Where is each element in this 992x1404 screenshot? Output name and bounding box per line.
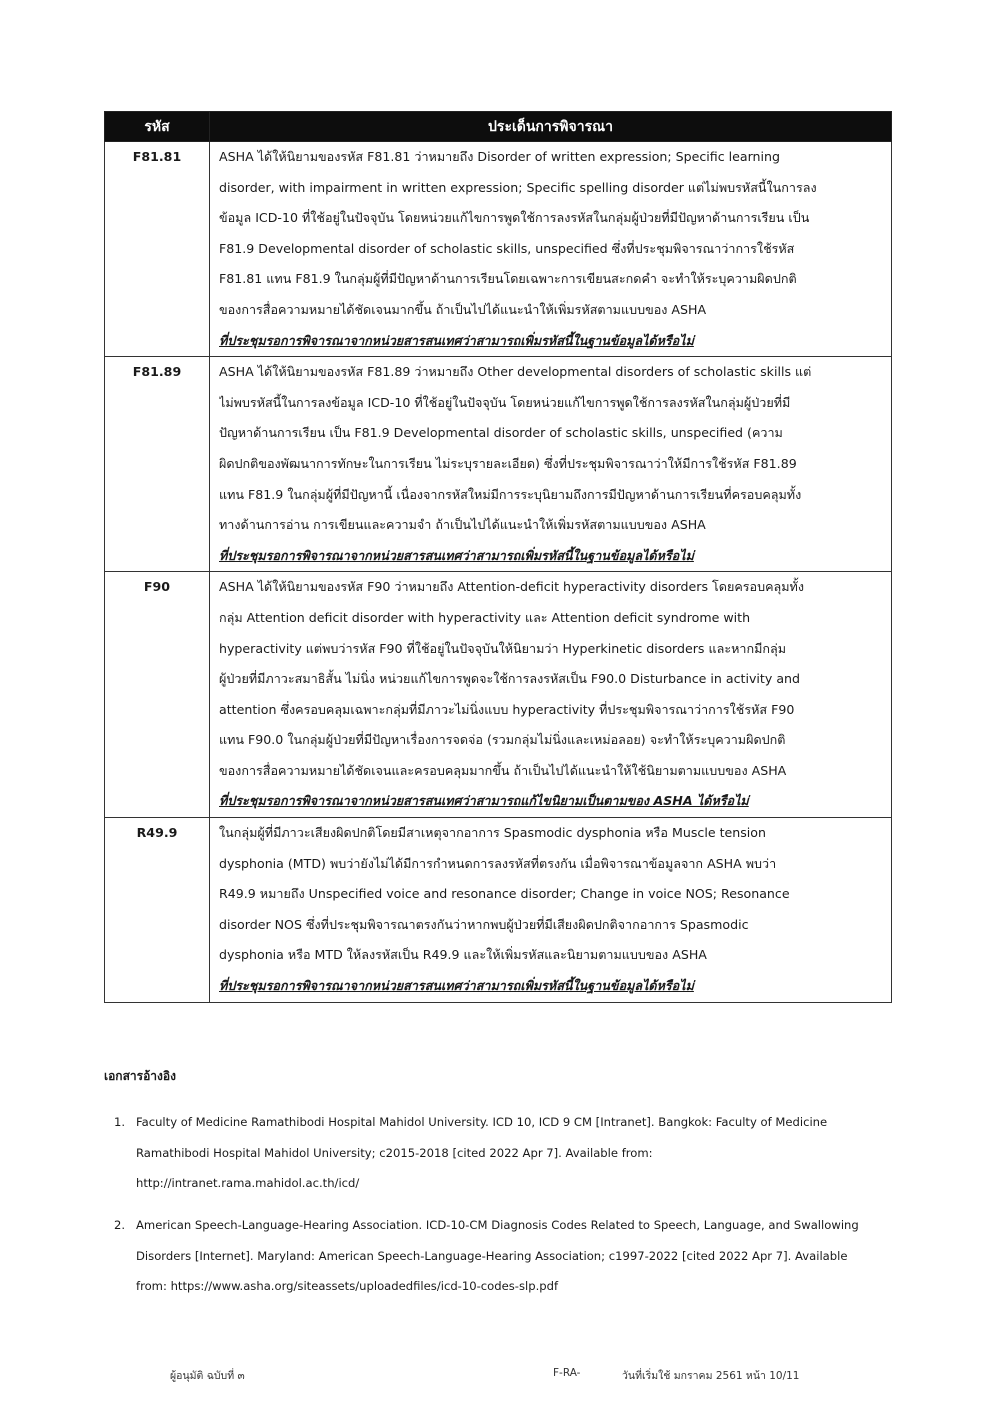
description-line: ปัญหาด้านการเรียน เป็น F81.9 Developmental disorder of scholastic skills, unspecified (ความ	[219, 425, 783, 441]
description-line: disorder, with impairment in written expression; Specific spelling disorder แต่ไม่พบรหัสนี้ในการลง	[219, 179, 817, 195]
description-line: F81.81 แทน F81.9 ในกลุ่มผู้ที่มีปัญหาด้านการเรียนโดยเฉพาะการเขียนสะกดคำ จะทำให้ระบุความผิดปกติ	[219, 271, 797, 287]
pending-note: ที่ประชุมรอการพิจารณาจากหน่วยสารสนเทศว่าสามารถเพิ่มรหัสนี้ในฐานข้อมูลได้หรือไม่	[219, 332, 694, 348]
description-line: กลุ่ม Attention deficit disorder with hyperactivity และ Attention deficit syndrome with	[219, 609, 751, 625]
description-line: ในกลุ่มผู้ที่มีภาวะเสียงผิดปกติโดยมีสาเหตุจากอาการ Spasmodic dysphonia หรือ Muscle tension	[219, 825, 766, 841]
reference-item	[114, 1210, 874, 1302]
description-line: dysphonia หรือ MTD ให้ลงรหัสเป็น R49.9 และให้เพิ่มรหัสและนิยามตามแบบของ ASHA	[219, 947, 707, 963]
description-line: attention ซึ่งครอบคลุมเฉพาะกลุ่มที่มีภาวะไม่นิ่งแบบ hyperactivity ที่ประชุมพิจารณาว่าการใช้รหัส F90	[219, 701, 795, 717]
description-line: ผิดปกติของพัฒนาการทักษะในการเรียน ไม่ระบุรายละเอียด) ซึ่งที่ประชุมพิจารณาว่าให้มีการใช้รหัส F81.89	[219, 455, 797, 471]
description-line: ของการสื่อความหมายได้ชัดเจนมากขึ้น ถ้าเป็นไปได้แนะนำให้เพิ่มรหัสตามแบบของ ASHA	[219, 301, 707, 317]
description-line: แทน F81.9 ในกลุ่มผู้ที่มีปัญหานี้ เนื่องจากรหัสใหม่มีการระบุนิยามถึงการมีปัญหาด้านการเรียนที่ครอบคลุมทั้ง	[219, 486, 802, 502]
description-line: แทน F90.0 ในกลุ่มผู้ป่วยที่มีปัญหาเรื่องการจดจ่อ (รวมกลุ่มไม่นิ่งและเหม่อลอย) จะทำให้ระบุความผิดปกติ	[219, 732, 786, 748]
row-description	[210, 142, 892, 357]
description-line: ของการสื่อความหมายได้ชัดเจนและครอบคลุมมากขึ้น ถ้าเป็นไปได้แนะนำให้ใช้นิยามตามแบบของ ASHA	[219, 762, 787, 778]
row-description	[210, 818, 892, 1003]
description-line: ทางด้านการอ่าน การเขียนและความจำ ถ้าเป็นไปได้แนะนำให้เพิ่มรหัสตามแบบของ ASHA	[219, 517, 706, 533]
footer-date-page: วันที่เริ่มใช้ มกราคม 2561 หน้า 10/11	[622, 1370, 800, 1382]
description-line: hyperactivity แต่พบว่ารหัส F90 ที่ใช้อยู่ในปัจจุบันให้นิยามว่า Hyperkinetic disorders และหากมีกลุ่ม	[219, 640, 787, 656]
header-issue: ประเด็นการพิจารณา	[210, 112, 892, 142]
pending-note: ที่ประชุมรอการพิจารณาจากหน่วยสารสนเทศว่าสามารถแก้ไขนิยามเป็นตามของ ASHA ได้หรือไม่	[219, 793, 749, 809]
header-code: รหัส	[105, 112, 210, 142]
description-line: ข้อมูล ICD-10 ที่ใช้อยู่ในปัจจุบัน โดยหน่วยแก้ไขการพูดใช้การลงรหัสในกลุ่มผู้ป่วยที่มีปัญหาด้านการเรียน เป็น	[219, 210, 810, 226]
footer-left: ผู้อนุมัติ ฉบับที่ ๓	[170, 1370, 245, 1382]
row-code: R49.9	[105, 818, 210, 1003]
pending-note: ที่ประชุมรอการพิจารณาจากหน่วยสารสนเทศว่าสามารถเพิ่มรหัสนี้ในฐานข้อมูลได้หรือไม่	[219, 978, 694, 994]
pending-note: ที่ประชุมรอการพิจารณาจากหน่วยสารสนเทศว่าสามารถเพิ่มรหัสนี้ในฐานข้อมูลได้หรือไม่	[219, 547, 694, 563]
row-code: F81.81	[105, 142, 210, 357]
reference-number: 2.	[114, 1218, 126, 1232]
reference-line: American Speech-Language-Hearing Association. ICD-10-CM Diagnosis Codes Related to Speech, Language, and Swallowing	[136, 1218, 859, 1232]
description-line: ASHA ได้ให้นิยามของรหัส F90 ว่าหมายถึง Attention-deficit hyperactivity disorders โดยครอบคลุมทั้ง	[219, 579, 804, 595]
table-row	[105, 357, 892, 572]
table-row	[105, 142, 892, 357]
row-description	[210, 572, 892, 818]
row-description	[210, 357, 892, 572]
description-line: ผู้ป่วยที่มีภาวะสมาธิสั้น ไม่นิ่ง หน่วยแก้ไขการพูดจะใช้การลงรหัสเป็น F90.0 Disturbance in activity and	[219, 671, 801, 687]
description-line: ไม่พบรหัสนี้ในการลงข้อมูล ICD-10 ที่ใช้อยู่ในปัจจุบัน โดยหน่วยแก้ไขการพูดใช้การลงรหัสในกลุ่มผู้ป่วยที่มี	[219, 394, 791, 410]
reference-line: Ramathibodi Hospital Mahidol University; c2015-2018 [cited 2022 Apr 7]. Available from:	[136, 1145, 653, 1160]
description-line: dysphonia (MTD) พบว่ายังไม่ได้มีการกำหนดการลงรหัสที่ตรงกัน เมื่อพิจารณาข้อมูลจาก ASHA พบว่า	[219, 855, 777, 871]
table-header-row	[105, 112, 892, 142]
row-code: F90	[105, 572, 210, 818]
reference-line: from: https://www.asha.org/siteassets/uploadedfiles/icd-10-codes-slp.pdf	[136, 1279, 559, 1293]
description-line: ASHA ได้ให้นิยามของรหัส F81.89 ว่าหมายถึง Other developmental disorders of scholastic skills แต่	[219, 364, 812, 380]
description-line: ASHA ได้ให้นิยามของรหัส F81.81 ว่าหมายถึง Disorder of written expression; Specific learning	[219, 149, 781, 164]
reference-line: http://intranet.rama.mahidol.ac.th/icd/	[136, 1176, 360, 1190]
reference-number: 1.	[114, 1115, 126, 1129]
code-review-table	[104, 111, 892, 1003]
description-line: R49.9 หมายถึง Unspecified voice and resonance disorder; Change in voice NOS; Resonance	[219, 886, 790, 902]
references-title: เอกสารอ้างอิง	[104, 1069, 176, 1083]
reference-line: Disorders [Internet]. Maryland: American Speech-Language-Hearing Association; c1997-2022 [cited 2022 Apr 7]. Available	[136, 1248, 848, 1263]
row-code: F81.89	[105, 357, 210, 572]
table-row	[105, 572, 892, 818]
table-body	[105, 142, 892, 1003]
description-line: F81.9 Developmental disorder of scholastic skills, unspecified ซึ่งที่ประชุมพิจารณาว่าการใช้รหัส	[219, 240, 795, 256]
reference-line: Faculty of Medicine Ramathibodi Hospital Mahidol University. ICD 10, ICD 9 CM [Intranet]. Bangkok: Faculty of Medicine	[136, 1115, 828, 1129]
description-line: disorder NOS ซึ่งที่ประชุมพิจารณาตรงกันว่าหากพบผู้ป่วยที่มีเสียงผิดปกติจากอาการ Spasmodic	[219, 916, 749, 932]
table-row	[105, 818, 892, 1003]
reference-item	[114, 1107, 874, 1199]
footer-form-code: F-RA-	[553, 1367, 581, 1379]
